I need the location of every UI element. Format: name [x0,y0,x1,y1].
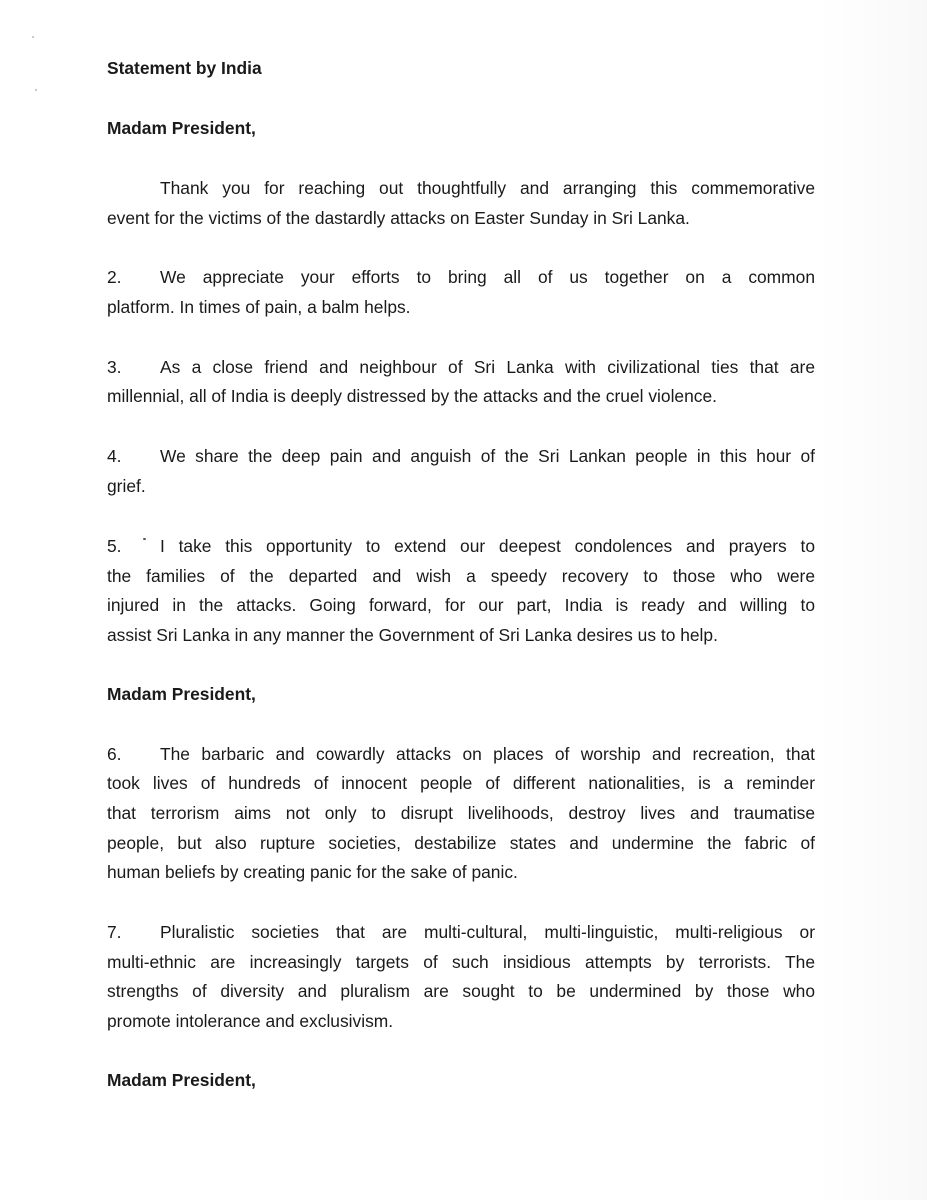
scan-edge-shadow [817,0,927,1200]
paragraph-line: human beliefs by creating panic for the sake of panic. [107,862,518,882]
paragraph-line: people, but also rupture societies, destabilize states and undermine the fabric of [107,833,815,853]
paragraph-line: platform. In times of pain, a balm helps. [107,297,411,317]
paragraph-line: strengths of diversity and pluralism are sought to be undermined by those who [107,981,815,1001]
paragraph-number: 6. [107,744,122,764]
paragraph-line: that terrorism aims not only to disrupt livelihoods, destroy lives and traumatise [107,803,815,823]
paragraph-text: Pluralistic societies that are multi-cultural, multi-linguistic, multi-religious or [160,922,815,942]
paragraph-line: the families of the departed and wish a speedy recovery to those who were [107,566,815,586]
paragraph-line [107,353,815,383]
paragraph-text: The barbaric and cowardly attacks on places of worship and recreation, that [160,744,815,764]
paragraph-line: event for the victims of the dastardly attacks on Easter Sunday in Sri Lanka. [107,208,690,228]
paragraph-number: 2. [107,267,122,287]
paragraph-number: 4. [107,446,122,466]
paragraph-line: promote intolerance and exclusivism. [107,1011,394,1031]
salutation: Madam President, [107,684,256,704]
paragraph-text: As a close friend and neighbour of Sri Lanka with civilizational ties that are [160,357,815,377]
paragraph-line: injured in the attacks. Going forward, for our part, India is ready and willing to [107,595,815,615]
paragraph-line [107,740,815,770]
paragraph-line: assist Sri Lanka in any manner the Government of Sri Lanka desires us to help. [107,625,718,645]
paragraph-line [107,442,815,472]
paragraph-number: 3. [107,357,122,377]
salutation: Madam President, [107,1070,256,1090]
document-title: Statement by India [107,58,262,78]
paragraph-line: millennial, all of India is deeply distressed by the attacks and the cruel violence. [107,386,717,406]
salutation: Madam President, [107,118,256,138]
paragraph-text: We appreciate your efforts to bring all of us together on a common [160,267,815,287]
scan-speck [35,89,37,91]
paragraph-line: Thank you for reaching out thoughtfully and arranging this commemorative [160,178,815,198]
paragraph-text: We share the deep pain and anguish of the Sri Lankan people in this hour of [160,446,815,466]
paragraph-number: 7. [107,922,122,942]
paragraph-line: grief. [107,476,146,496]
paragraph-line: took lives of hundreds of innocent people of different nationalities, is a reminder [107,773,815,793]
paragraph-number: 5. [107,536,122,556]
paragraph-line [107,532,815,562]
scan-speck [32,36,34,38]
paragraph-line: multi-ethnic are increasingly targets of such insidious attempts by terrorists. The [107,952,815,972]
paragraph-line [107,918,815,948]
paragraph-line [107,263,815,293]
paragraph-text: I take this opportunity to extend our deepest condolences and prayers to [160,536,815,556]
